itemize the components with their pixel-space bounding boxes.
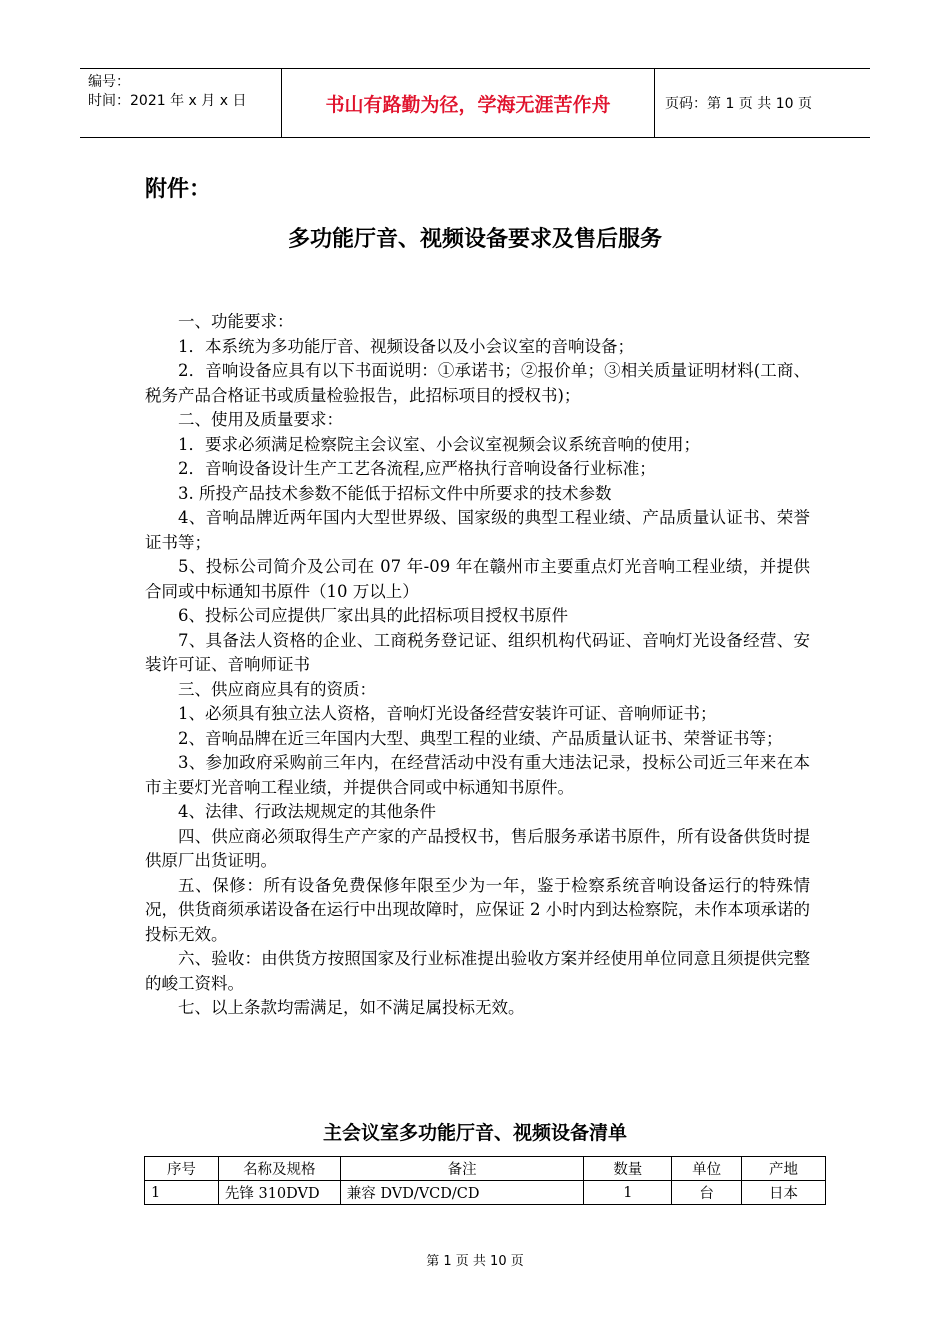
paragraph: 1．要求必须满足检察院主会议室、小会议室视频会议系统音响的使用； [178, 434, 700, 454]
cell-name: 先锋 310DVD [218, 1181, 340, 1205]
paragraph: 2．音响设备应具有以下书面说明：①承诺书；②报价单；③相关质量证明材料(工商、税务产品合格证书或质量检验报告，此招标项目的授权书)； [145, 361, 810, 405]
section-heading-6: 六、验收：由供货方按照国家及行业标准提出验收方案并经使用单位同意且须提供完整的峻工资料。 [145, 949, 810, 993]
header-number-label: 编号： [88, 74, 130, 90]
table-title: 主会议室多功能厅音、视频设备清单 [322, 1122, 627, 1144]
paragraph: 7、具备法人资格的企业、工商税务登记证、组织机构代码证、音响灯光设备经营、安装许可证、音响师证书 [145, 630, 810, 674]
col-header-origin: 产地 [742, 1157, 826, 1181]
col-header-quantity: 数量 [584, 1157, 672, 1181]
page-header [80, 68, 870, 138]
section-heading-3: 三、供应商应具有的资质： [178, 679, 376, 699]
paragraph: 4、音响品牌近两年国内大型世界级、国家级的典型工程业绩、产品质量认证书、荣誉证书等； [145, 508, 810, 552]
header-time-label: 时间：2021 年 x 月 x 日 [88, 93, 247, 109]
cell-quantity: 1 [584, 1181, 672, 1205]
section-heading-7: 七、以上条款均需满足，如不满足属投标无效。 [178, 998, 525, 1017]
col-header-remark: 备注 [340, 1157, 584, 1181]
section-heading-5: 五、保修：所有设备免费保修年限至少为一年，鉴于检察系统音响设备运行的特殊情况，供货商须承诺设备在运行中出现故障时，应保证 2 小时内到达检察院，未作本项承诺的投标无效。 [145, 875, 810, 944]
cell-remark: 兼容 DVD/VCD/CD [340, 1181, 584, 1205]
attachment-label: 附件： [145, 177, 212, 202]
header-motto: 书山有路勤为径，学海无涯苦作舟 [282, 69, 655, 137]
paragraph: 3、参加政府采购前三年内，在经营活动中没有重大违法记录，投标公司近三年来在本市主要灯光音响工程业绩，并提供合同或中标通知书原件。 [145, 753, 810, 797]
paragraph: 4、法律、行政法规规定的其他条件 [178, 802, 436, 821]
equipment-table [144, 1156, 826, 1205]
header-meta [80, 69, 282, 137]
section-heading-1: 一、功能要求： [178, 312, 294, 331]
cell-unit: 台 [672, 1181, 742, 1205]
cell-index: 1 [145, 1181, 219, 1205]
document-title: 多功能厅音、视频设备要求及售后服务 [287, 227, 662, 252]
table-header-row [145, 1157, 826, 1181]
paragraph: 6、投标公司应提供厂家出具的此招标项目授权书原件 [178, 606, 568, 625]
paragraph: 3. 所投产品技术参数不能低于招标文件中所要求的技术参数 [178, 483, 612, 503]
paragraph: 1、必须具有独立法人资格，音响灯光设备经营安装许可证、音响师证书； [178, 704, 717, 723]
paragraph: 2．音响设备设计生产工艺各流程,应严格执行音响设备行业标准； [178, 459, 656, 478]
col-header-name: 名称及规格 [218, 1157, 340, 1181]
paragraph: 1．本系统为多功能厅音、视频设备以及小会议室的音响设备； [178, 336, 634, 356]
paragraph: 5、投标公司简介及公司在 07 年-09 年在赣州市主要重点灯光音响工程业绩，并提供合同或中标通知书原件（10 万以上） [145, 557, 810, 601]
paragraph: 2、音响品牌在近三年国内大型、典型工程的业绩、产品质量认证书、荣誉证书等； [178, 728, 783, 748]
page-footer: 第 1 页 共 10 页 [426, 1254, 524, 1269]
table-row [145, 1181, 826, 1205]
col-header-unit: 单位 [672, 1157, 742, 1181]
header-page-info: 页码：第 1 页 共 10 页 [665, 96, 812, 112]
section-heading-4: 四、供应商必须取得生产产家的产品授权书，售后服务承诺书原件，所有设备供货时提供原厂出货证明。 [145, 826, 810, 870]
document-body [145, 310, 810, 1021]
cell-origin: 日本 [742, 1181, 826, 1205]
section-heading-2: 二、使用及质量要求： [178, 410, 343, 429]
col-header-index: 序号 [145, 1157, 219, 1181]
